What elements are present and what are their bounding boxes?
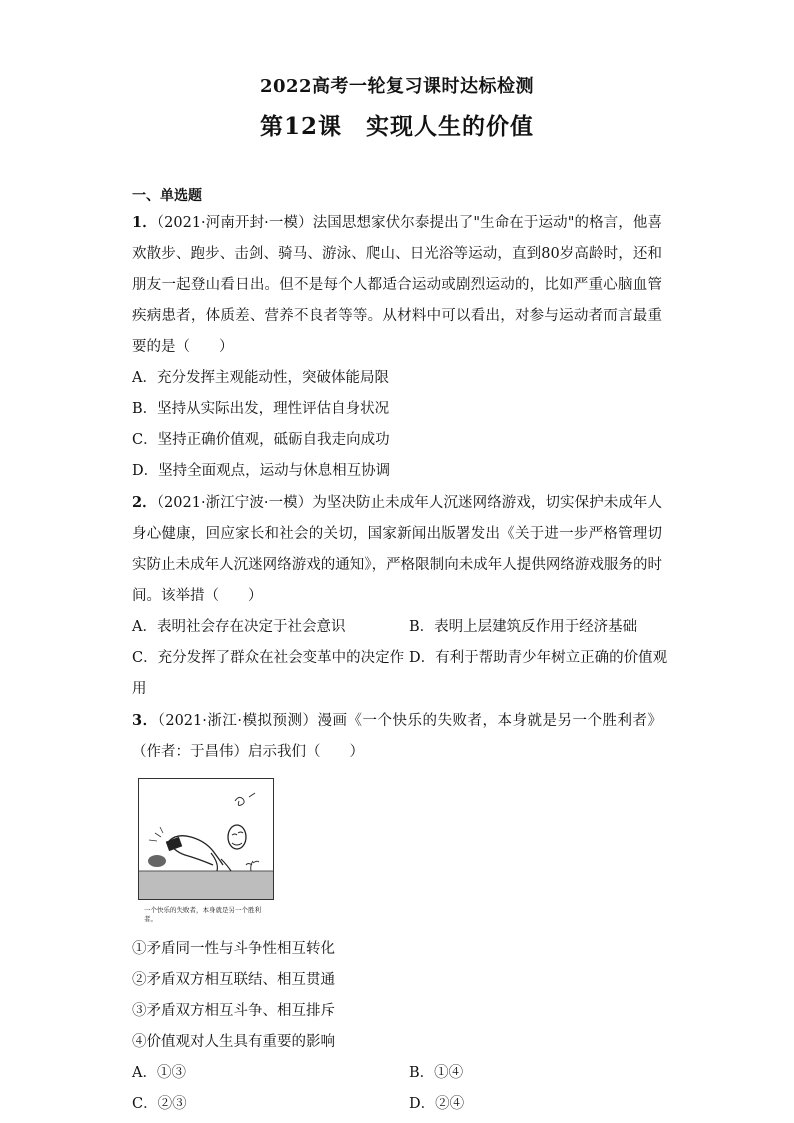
option-c[interactable]: C．充分发挥了群众在社会变革中的决定作用 (132, 650, 405, 697)
lesson-title: 第12课 实现人生的价值 (259, 113, 534, 140)
question-stem: （2021·河南开封·一模）法国思想家伏尔泰提出了"生命在于运动"的格言，他喜欢散步、跑步、击剑、骑马、游泳、爬山、日光浴等运动，直到80岁高龄时，还和朋友一起登山看日出。但不是每个人都适合运动或剧烈运动的，比如严重心脑血管疾病患者，体质差、营养不良者等等。从材料中可以看出，对参与运动者而言最重要的是（ ） (132, 215, 662, 355)
option-d[interactable]: D．坚持全面观点，运动与休息相互协调 (132, 463, 391, 479)
question-3 (132, 705, 662, 768)
option-a[interactable]: A．①③ (132, 1065, 186, 1081)
question-2 (132, 487, 662, 612)
statement-4: ④价值观对人生具有重要的影响 (132, 1034, 335, 1050)
question-stem: （2021·浙江·模拟预测）漫画《一个快乐的失败者，本身就是另一个胜利者》（作者：于昌伟）启示我们（ ） (132, 713, 662, 760)
statement-2: ②矛盾双方相互联结、相互贯通 (132, 972, 335, 988)
options-row (132, 612, 662, 643)
statement-3: ③矛盾双方相互斗争、相互排斥 (132, 1003, 335, 1019)
options-row (132, 1089, 662, 1120)
option-b[interactable]: B．①④ (409, 1065, 464, 1081)
exam-title: 2022高考一轮复习课时达标检测 (259, 76, 535, 97)
cartoon-caption: 一个快乐的失败者，本身就是另一个胜利者。 (144, 906, 261, 923)
question-stem: （2021·浙江宁波·一模）为坚决防止未成年人沉迷网络游戏，切实保护未成年人身心健康，回应家长和社会的关切，国家新闻出版署发出《关于进一步严格管理切实防止未成年人沉迷网络游戏的通知》，严格限制向未成年人提供网络游戏服务的时间。该举措（ ） (132, 495, 662, 604)
question-number: 2． (132, 494, 157, 511)
option-b[interactable]: B．表明上层建筑反作用于经济基础 (409, 619, 638, 635)
question-list (132, 185, 668, 1120)
cartoon-image (138, 778, 274, 900)
option-c[interactable]: C．②③ (132, 1096, 187, 1112)
cartoon-drawing (139, 779, 273, 899)
section-heading: 一、单选题 (132, 188, 202, 204)
question-number: 1． (132, 214, 157, 231)
statement-1: ①矛盾同一性与斗争性相互转化 (132, 941, 335, 957)
option-a[interactable]: A．表明社会存在决定于社会意识 (132, 619, 346, 635)
question-number: 3． (132, 712, 158, 729)
option-c[interactable]: C．坚持正确价值观，砥砺自我走向成功 (132, 432, 390, 448)
option-b[interactable]: B．坚持从实际出发，理性评估自身状况 (132, 401, 390, 417)
options-row (132, 1058, 662, 1089)
option-a[interactable]: A．充分发挥主观能动性，突破体能局限 (132, 370, 389, 386)
option-d[interactable]: D．有利于帮助青少年树立正确的价值观 (409, 650, 668, 666)
question-1 (132, 207, 662, 363)
options-row (132, 643, 668, 705)
option-d[interactable]: D．②④ (409, 1096, 465, 1112)
